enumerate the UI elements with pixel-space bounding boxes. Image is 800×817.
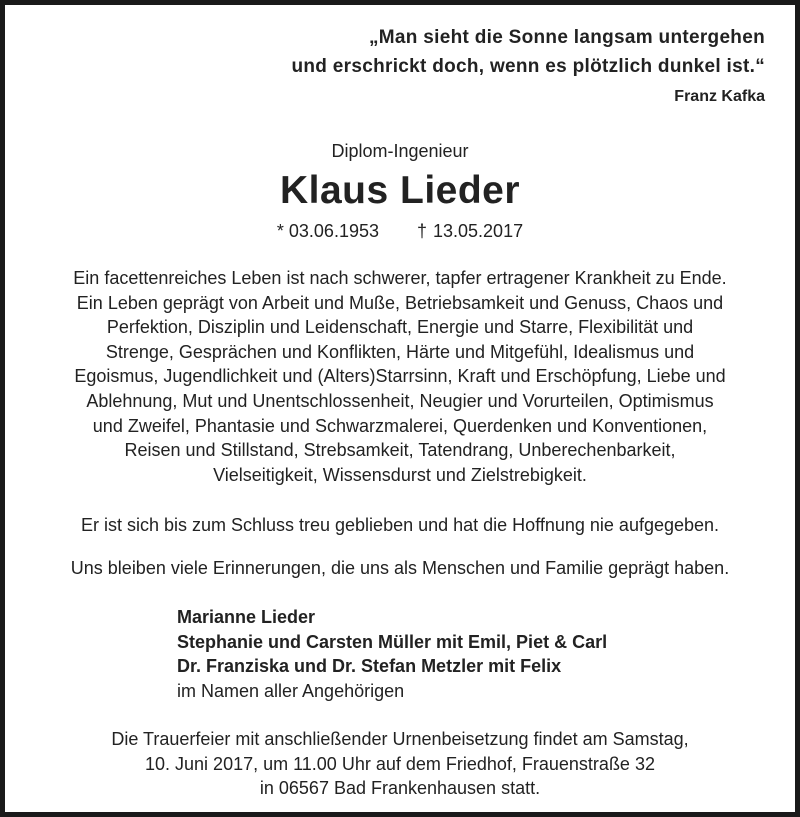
service-line: Die Trauerfeier mit anschließender Urnenbeisetzung findet am Samstag,: [111, 729, 689, 749]
deceased-name: Klaus Lieder: [279, 169, 521, 212]
text-line: Perfektion, Disziplin und Leidenschaft, Energie und Starre, Flexibilität und: [106, 317, 694, 338]
paragraph-hope: Er ist sich bis zum Schluss treu geblieben und hat die Hoffnung nie aufgegeben.: [80, 515, 720, 535]
death-date-value: 13.05.2017: [433, 221, 524, 241]
service-line: in 06567 Bad Frankenhausen statt.: [259, 778, 541, 798]
text-line: Reisen und Stillstand, Strebsamkeit, Tatendrang, Unberechenbarkeit,: [124, 440, 676, 461]
signer-name: Marianne Lieder: [177, 607, 316, 627]
birth-date: * 03.06.1953: [276, 221, 379, 241]
text-line: Ein facettenreiches Leben ist nach schwerer, tapfer ertragener Krankheit zu Ende.: [73, 268, 727, 288]
death-date: [417, 221, 523, 242]
quote-author: Franz Kafka: [674, 88, 765, 105]
cross-icon: †: [416, 221, 427, 241]
text-line: Ein Leben geprägt von Arbeit und Muße, Betriebsamkeit und Genuss, Chaos und: [76, 292, 724, 313]
signer-name: Stephanie und Carsten Müller mit Emil, Piet & Carl: [177, 631, 608, 652]
text-line: Strenge, Gesprächen und Konflikten, Härte und Mitgefühl, Idealismus und: [105, 341, 695, 362]
signer-name: Dr. Franziska und Dr. Stefan Metzler mit Felix: [177, 656, 562, 676]
text-line: Vielseitigkeit, Wissensdurst und Zielstrebigkeit.: [213, 464, 587, 485]
life-dates: [5, 221, 795, 242]
signers-closing: im Namen aller Angehörigen: [177, 680, 405, 701]
text-line: Egoismus, Jugendlichkeit und (Alters)Starrsinn, Kraft und Erschöpfung, Liebe und: [74, 366, 726, 387]
quote-line-2: und erschrickt doch, wenn es plötzlich dunkel ist.“: [291, 56, 765, 77]
signers-block: [177, 605, 607, 703]
service-line: 10. Juni 2017, um 11.00 Uhr auf dem Friedhof, Frauenstraße 32: [145, 753, 655, 774]
deceased-title: Diplom-Ingenieur: [331, 141, 469, 161]
text-line: Ablehnung, Mut und Unentschlossenheit, Neugier und Vorurteilen, Optimismus: [86, 390, 714, 411]
text-line: und Zweifel, Phantasie und Schwarzmalerei, Querdenken und Konventionen,: [92, 415, 708, 436]
paragraph-memories: Uns bleiben viele Erinnerungen, die uns als Menschen und Familie geprägt haben.: [70, 558, 730, 578]
funeral-service-info: [5, 727, 795, 801]
quote-line-1: „Man sieht die Sonne langsam untergehen: [369, 27, 765, 48]
obituary-text: [5, 266, 795, 487]
